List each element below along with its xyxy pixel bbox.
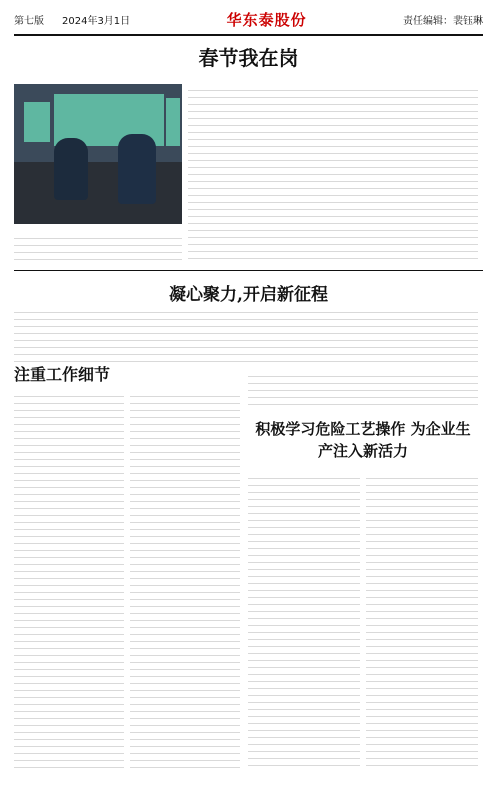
control-room-photo — [14, 84, 182, 224]
article-2-body — [14, 306, 478, 366]
article-4-body-a — [248, 472, 360, 770]
article-title-2: 凝心聚力,开启新征程 — [169, 285, 328, 305]
article-1-body-a — [14, 232, 182, 264]
article-4-body-b — [366, 472, 478, 770]
article-1-body-b — [188, 84, 478, 264]
article-title-4: 积极学习危险工艺操作 为企业生产注入新活力 — [255, 420, 471, 460]
issue-date: 2024年3月1日 — [62, 15, 131, 27]
article-3-body-a — [14, 390, 124, 770]
header-left — [14, 12, 130, 27]
page-number: 第七版 — [14, 15, 44, 27]
article-title-3: 注重工作细节 — [14, 365, 111, 384]
newspaper-brand: 华东泰股份 — [226, 10, 307, 29]
page-header — [14, 6, 483, 32]
header-rule — [14, 34, 483, 36]
article-title-1: 春节我在岗 — [198, 46, 299, 70]
editor-credit: 责任编辑：裴钰琳 — [402, 15, 483, 27]
divider-1 — [14, 270, 483, 271]
article-2-body-b — [248, 370, 478, 410]
article-3-body-b — [130, 390, 240, 770]
